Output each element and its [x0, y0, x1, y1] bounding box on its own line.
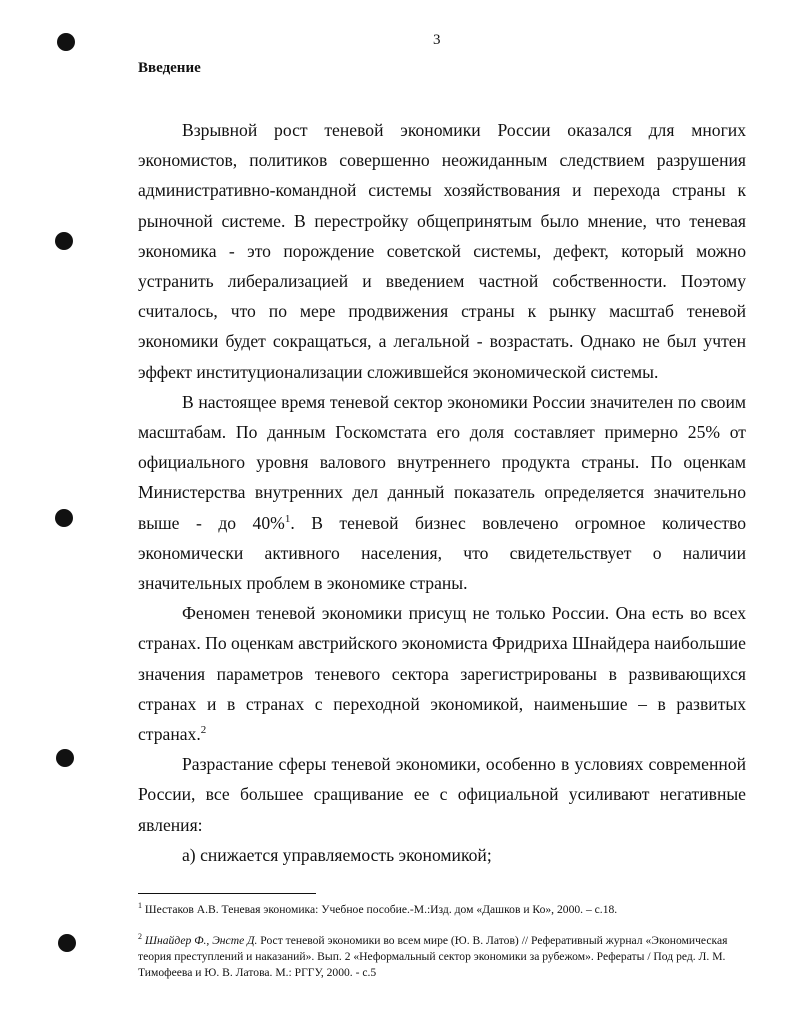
paragraph-4: Разрастание сферы теневой экономики, особенно в условиях современной России, все большее сращивание ее с официальной усиливают негативные явления:: [138, 754, 746, 835]
paragraph-2: [138, 387, 746, 598]
binding-hole-2: [55, 232, 73, 250]
footnote-2-text: Рост теневой экономики во всем мире (Ю. В. Латов) // Реферативный журнал «Экономическая теория преступлений и наказаний». Вып. 2 «Неформальный сектор экономики за рубежом». Рефераты / Под ред. Л. М. Тимофеева и Ю. В. Латова. М.: РГГУ, 2000. - с.5: [138, 934, 728, 979]
footnote-2: [138, 933, 748, 981]
binding-hole-3: [55, 509, 73, 527]
binding-hole-4: [56, 749, 74, 767]
footnote-divider: [138, 893, 316, 894]
paragraph-1: Взрывной рост теневой экономики России оказался для многих экономистов, политиков совершенно неожиданным следствием разрушения административно-командной системы хозяйствования и перехода страны к рыночной системе. В перестройку общепринятым было мнение, что теневая экономика - это порождение советской системы, дефект, который можно устранить либерализацией и введением частной собственности. Поэтому считалось, что по мере продвижения страны к рынку масштаб теневой экономики будет сокращаться, а легальной - возрастать. Однако не был учтен эффект институционализации сложившейся экономической системы.: [138, 120, 746, 382]
list-item-a: а) снижается управляемость экономикой;: [182, 844, 492, 865]
footnote-ref-2[interactable]: 2: [200, 724, 207, 737]
footnote-1-text: Шестаков А.В. Теневая экономика: Учебное пособие.-М.:Изд. дом «Дашков и Ко», 2000. – с.18.: [144, 903, 618, 916]
footnote-1-mark: 1: [138, 901, 142, 911]
section-heading: Введение: [138, 60, 201, 76]
paragraph-3-text: Феномен теневой экономики присущ не только России. Она есть во всех странах. По оценкам австрийского экономиста Фридриха Шнайдера наибольшие значения параметров теневого сектора зарегистрированы в развивающихся странах и в странах с переходной экономикой, наименьшие – в развитых странах.: [138, 603, 746, 745]
footnote-2-mark: 2: [138, 932, 142, 942]
page-number: 3: [433, 32, 441, 48]
footnote-2-authors: Шнайдер Ф., Энсте Д.: [144, 934, 258, 947]
footnote-1: [138, 902, 748, 918]
footnote-ref-1[interactable]: 1: [284, 512, 291, 525]
main-text: [138, 115, 746, 870]
binding-hole-1: [57, 33, 75, 51]
paragraph-3: [138, 598, 746, 749]
binding-hole-5: [58, 934, 76, 952]
paragraph-2-end: . В теневой бизнес вовлечено огромное количество экономически активного населения, что свидетельствует о наличии значительных проблем в экономике страны.: [138, 512, 746, 594]
paragraph-2-start: В настоящее время теневой сектор экономики России значителен по своим масштабам. По данным Госкомстата его доля составляет примерно 25% от официального уровня валового внутреннего продукта страны. По оценкам Министерства внутренних дел данный показатель определяется значительно выше - до 40%: [138, 391, 746, 533]
